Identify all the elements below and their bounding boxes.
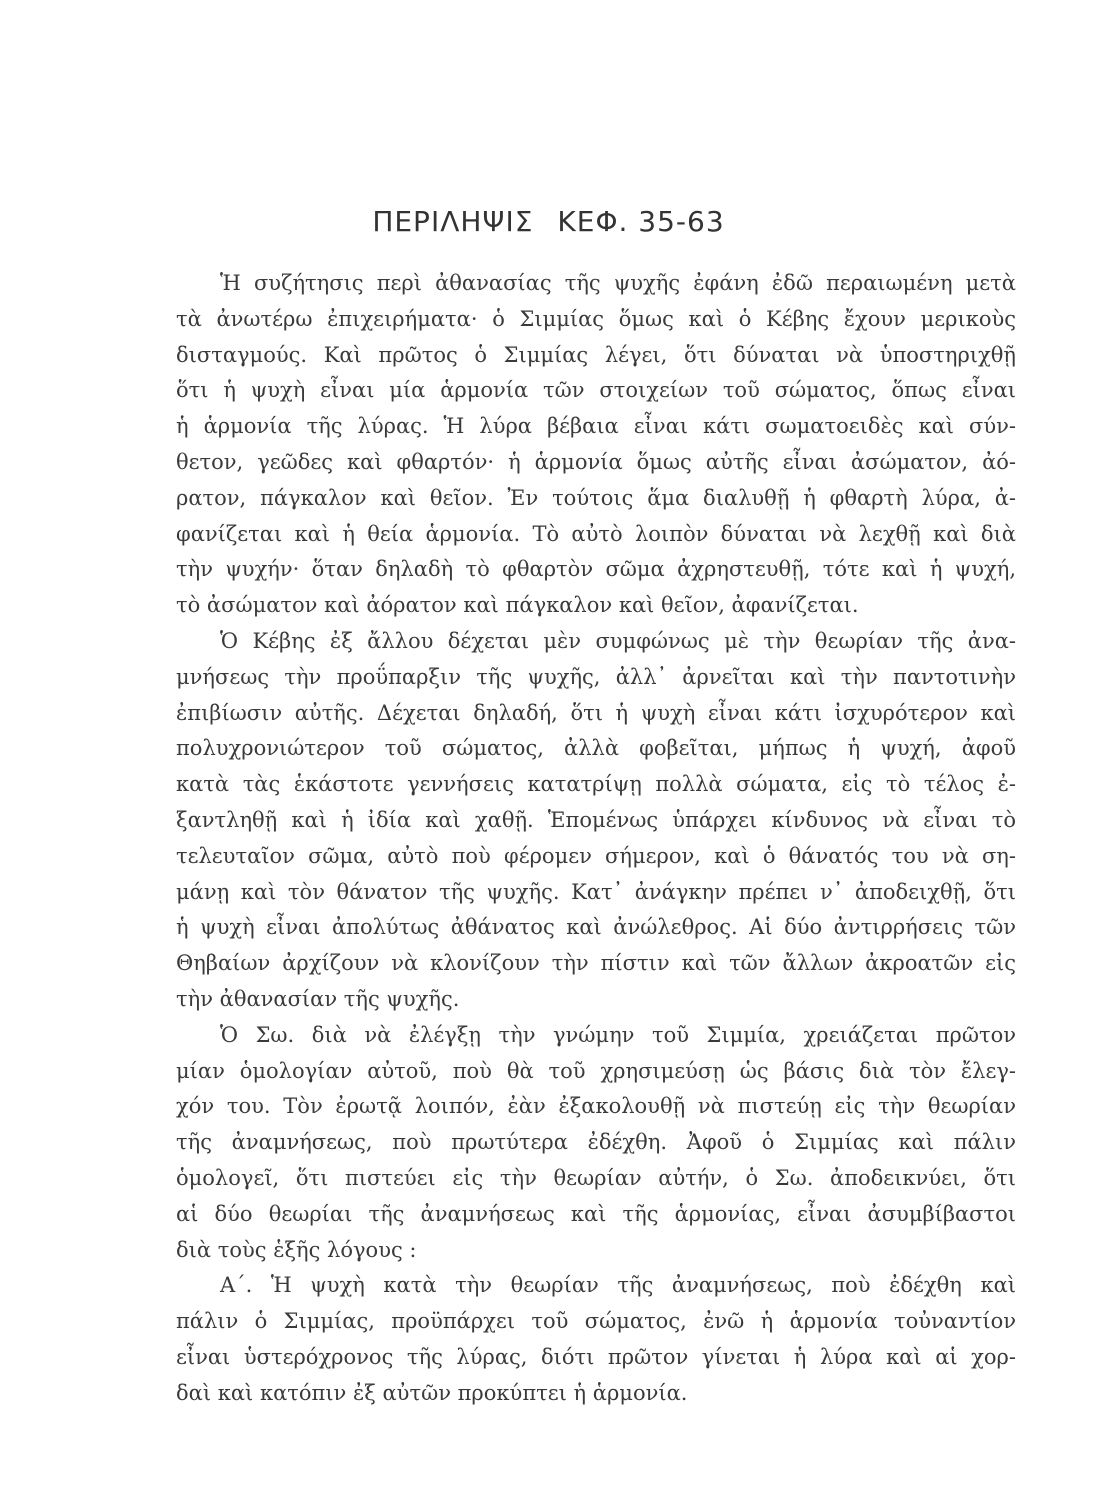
text-line: τὴν ψυχήν· ὅταν δηλαδὴ τὸ φθαρτὸν σῶμα ἀχρηστευθῇ, τότε καὶ ἡ ψυχή,	[176, 557, 1016, 582]
text-line: Θηβαίων ἀρχίζουν νὰ κλονίζουν τὴν πίστιν καὶ τῶν ἄλλων ἀκροατῶν εἰς	[176, 951, 1016, 976]
text-line: πολυχρονιώτερον τοῦ σώματος, ἀλλὰ φοβεῖται, μήπως ἡ ψυχή, ἀφοῦ	[176, 736, 1016, 761]
heading-chapter: ΚΕΦ. 35-63	[557, 205, 725, 238]
page-heading	[0, 205, 1097, 238]
heading-title: ΠΕΡΙΛΗΨΙΣ	[372, 205, 534, 238]
text-line: Ὁ Σω. διὰ νὰ ἐλέγξῃ τὴν γνώμην τοῦ Σιμμία, χρειάζεται πρῶτον	[220, 1022, 1016, 1047]
text-line: χόν του. Τὸν ἐρωτᾷ λοιπόν, ἐὰν ἐξακολουθῇ νὰ πιστεύῃ εἰς τὴν θεωρίαν	[176, 1094, 1016, 1119]
text-line: ἡ ἁρμονία τῆς λύρας. Ἡ λύρα βέβαια εἶναι κάτι σωματοειδὲς καὶ σύν-	[176, 414, 1016, 439]
text-line: διὰ τοὺς ἑξῆς λόγους :	[176, 1237, 417, 1262]
text-line: ἐπιβίωσιν αὐτῆς. Δέχεται δηλαδή, ὅτι ἡ ψυχὴ εἶναι κάτι ἰσχυρότερον καὶ	[176, 700, 1016, 725]
text-line: πάλιν ὁ Σιμμίας, προϋπάρχει τοῦ σώματος, ἐνῶ ἡ ἁρμονία τοὐναντίον	[176, 1309, 1016, 1334]
body-text	[176, 266, 1016, 1412]
paragraph	[176, 1268, 1016, 1411]
paragraph	[176, 1018, 1016, 1269]
paragraph	[176, 266, 1016, 624]
text-line: τὰ ἀνωτέρω ἐπιχειρήματα· ὁ Σιμμίας ὅμως καὶ ὁ Κέβης ἔχουν μερικοὺς	[176, 306, 1016, 331]
text-line: τὴν ἀθανασίαν τῆς ψυχῆς.	[176, 986, 460, 1011]
text-line: Α΄. Ἡ ψυχὴ κατὰ τὴν θεωρίαν τῆς ἀναμνήσεως, ποὺ ἐδέχθη καὶ	[220, 1273, 1016, 1298]
text-line: μίαν ὁμολογίαν αὐτοῦ, ποὺ θὰ τοῦ χρησιμεύσῃ ὡς βάσις διὰ τὸν ἔλεγ-	[176, 1058, 1016, 1083]
text-line: ρατον, πάγκαλον καὶ θεῖον. Ἐν τούτοις ἅμα διαλυθῇ ἡ φθαρτὴ λύρα, ἀ-	[176, 485, 1016, 510]
text-line: ἡ ψυχὴ εἶναι ἀπολύτως ἀθάνατος καὶ ἀνώλεθρος. Αἱ δύο ἀντιρρήσεις τῶν	[176, 915, 1016, 940]
text-line: ὁμολογεῖ, ὅτι πιστεύει εἰς τὴν θεωρίαν αὐτήν, ὁ Σω. ἀποδεικνύει, ὅτι	[176, 1165, 1016, 1190]
text-line: Ἡ συζήτησις περὶ ἀθανασίας τῆς ψυχῆς ἐφάνη ἐδῶ περαιωμένη μετὰ	[220, 271, 1016, 295]
text-line: ὅτι ἡ ψυχὴ εἶναι μία ἁρμονία τῶν στοιχείων τοῦ σώματος, ὅπως εἶναι	[176, 378, 1016, 403]
text-line: Ὁ Κέβης ἐξ ἄλλου δέχεται μὲν συμφώνως μὲ τὴν θεωρίαν τῆς ἀνα-	[220, 628, 1016, 653]
text-line: εἶναι ὑστερόχρονος τῆς λύρας, διότι πρῶτον γίνεται ἡ λύρα καὶ αἱ χορ-	[176, 1344, 1016, 1369]
paragraph	[176, 624, 1016, 1018]
text-line: φανίζεται καὶ ἡ θεία ἁρμονία. Τὸ αὐτὸ λοιπὸν δύναται νὰ λεχθῇ καὶ διὰ	[176, 521, 1016, 546]
text-line: ξαντληθῇ καὶ ἡ ἰδία καὶ χαθῇ. Ἑπομένως ὑπάρχει κίνδυνος νὰ εἶναι τὸ	[176, 807, 1016, 832]
text-line: τελευταῖον σῶμα, αὐτὸ ποὺ φέρομεν σήμερον, καὶ ὁ θάνατός του νὰ ση-	[176, 843, 1016, 868]
text-line: μάνῃ καὶ τὸν θάνατον τῆς ψυχῆς. Κατ᾽ ἀνάγκην πρέπει ν᾽ ἀποδειχθῇ, ὅτι	[176, 879, 1016, 904]
text-line: θετον, γεῶδες καὶ φθαρτόν· ἡ ἁρμονία ὅμως αὐτῆς εἶναι ἀσώματον, ἀό-	[176, 449, 1016, 474]
text-line: δισταγμούς. Καὶ πρῶτος ὁ Σιμμίας λέγει, ὅτι δύναται νὰ ὑποστηριχθῇ	[176, 342, 1016, 367]
text-line: μνήσεως τὴν προΰπαρξιν τῆς ψυχῆς, ἀλλ᾽ ἀρνεῖται καὶ τὴν παντοτινὴν	[176, 664, 1016, 689]
text-line: κατὰ τὰς ἑκάστοτε γεννήσεις κατατρίψῃ πολλὰ σώματα, εἰς τὸ τέλος ἐ-	[176, 772, 1016, 797]
text-line: αἱ δύο θεωρίαι τῆς ἀναμνήσεως καὶ τῆς ἁρμονίας, εἶναι ἀσυμβίβαστοι	[176, 1201, 1016, 1226]
text-line: τὸ ἀσώματον καὶ ἀόρατον καὶ πάγκαλον καὶ θεῖον, ἀφανίζεται.	[176, 593, 859, 618]
text-line: τῆς ἀναμνήσεως, ποὺ πρωτύτερα ἐδέχθη. Ἀφοῦ ὁ Σιμμίας καὶ πάλιν	[176, 1130, 1016, 1155]
text-line: δαὶ καὶ κατόπιν ἐξ αὐτῶν προκύπτει ἡ ἁρμονία.	[176, 1380, 688, 1405]
